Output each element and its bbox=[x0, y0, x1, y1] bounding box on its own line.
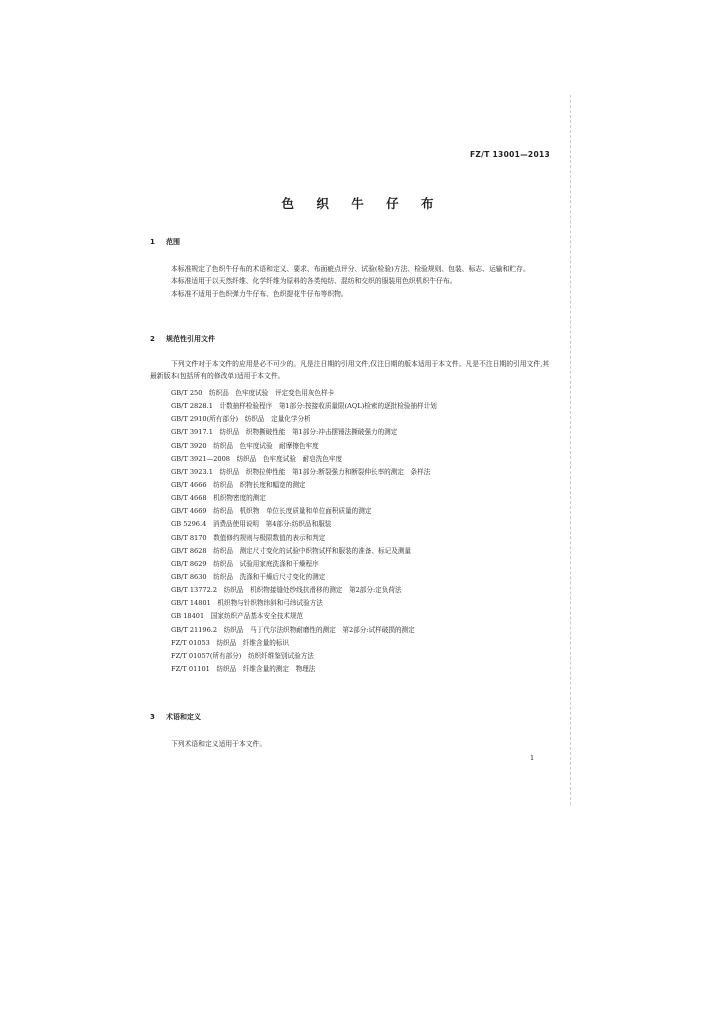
reference-item: GB/T 4669 纺织品 机织物 单位长度质量和单位面积质量的测定 bbox=[171, 507, 372, 516]
section-2-intro bbox=[150, 358, 550, 383]
document-title: 色 织 牛 仔 布 bbox=[281, 196, 443, 211]
section-1-body bbox=[150, 263, 550, 300]
reference-item: GB/T 250 纺织品 色牢度试验 评定变色用灰色样卡 bbox=[171, 389, 335, 397]
section-3-body bbox=[150, 738, 550, 750]
reference-item: GB/T 8170 数值修约规则与极限数值的表示和判定 bbox=[171, 533, 326, 542]
document-code: FZ/T 13001—2013 bbox=[470, 150, 550, 159]
reference-item: GB/T 4668 机织物密度的测定 bbox=[171, 494, 266, 503]
reference-item: FZ/T 01057(所有部分) 纺织纤维鉴别试验方法 bbox=[171, 651, 314, 660]
reference-item: GB/T 3920 纺织品 色牢度试验 耐摩擦色牢度 bbox=[171, 441, 319, 450]
section-number: 3 bbox=[150, 713, 155, 721]
reference-item: GB/T 2828.1 计数抽样检验程序 第1部分:按接收质量限(AQL)检索的逐批检验抽样计划 bbox=[171, 402, 437, 411]
reference-item: GB/T 8630 纺织品 洗涤和干燥后尺寸变化的测定 bbox=[171, 572, 326, 581]
section-title: 术语和定义 bbox=[166, 713, 201, 721]
paragraph: 本标准规定了色织牛仔布的术语和定义、要求、布面疵点评分、试验(检验)方法、检验规则、包装、标志、运输和贮存。 bbox=[171, 265, 530, 273]
reference-item: GB/T 14801 机织物与针织物纬斜和弓纬试验方法 bbox=[171, 599, 323, 608]
paragraph: 下列术语和定义适用于本文件。 bbox=[171, 740, 267, 748]
reference-item: FZ/T 01053 纺织品 纤维含量的标识 bbox=[171, 638, 289, 647]
section-number: 2 bbox=[150, 335, 155, 343]
reference-item: GB/T 13772.2 纺织品 机织物接缝处纱线抗滑移的测定 第2部分:定负荷法 bbox=[171, 586, 402, 595]
reference-item: FZ/T 01101 纺织品 纤维含量的测定 物理法 bbox=[171, 664, 316, 673]
section-2-heading bbox=[150, 334, 215, 344]
paragraph: 本标准适用于以天然纤维、化学纤维为原料的各类纯纺、混纺和交织的服装用色织机织牛仔布。 bbox=[171, 277, 457, 286]
reference-item: GB/T 8628 纺织品 测定尺寸变化的试验中织物试样和服装的准备、标记及测量 bbox=[171, 546, 412, 555]
reference-item: GB/T 3921—2008 纺织品 色牢度试验 耐皂洗色牢度 bbox=[171, 454, 343, 463]
page-number: 1 bbox=[530, 754, 535, 762]
paragraph: 下列文件对于本文件的应用是必不可少的。凡是注日期的引用文件,仅注日期的版本适用于本文件。凡是不注日期的引用文件,其最新版本(包括所有的修改单)适用于本文件。 bbox=[150, 360, 550, 381]
section-1-heading bbox=[150, 237, 180, 247]
reference-item: GB/T 3923.1 纺织品 织物拉伸性能 第1部分:断裂强力和断裂伸长率的测定 条样法 bbox=[171, 467, 431, 476]
reference-item: GB/T 21196.2 纺织品 马丁代尔法织物耐磨性的测定 第2部分:试样破损的测定 bbox=[171, 625, 415, 634]
reference-item: GB 5296.4 消费品使用说明 第4部分:纺织品和服装 bbox=[171, 520, 332, 529]
section-number: 1 bbox=[150, 238, 155, 246]
reference-item: GB/T 8629 纺织品 试验用家庭洗涤和干燥程序 bbox=[171, 559, 319, 568]
section-title: 规范性引用文件 bbox=[166, 335, 215, 343]
reference-item: GB 18401 国家纺织产品基本安全技术规范 bbox=[171, 612, 304, 621]
paragraph: 本标准不适用于色织弹力牛仔布、色织提花牛仔布等织物。 bbox=[171, 289, 348, 298]
reference-item: GB/T 2910(所有部分) 纺织品 定量化学分析 bbox=[171, 415, 311, 424]
section-title: 范围 bbox=[166, 238, 180, 246]
reference-item: GB/T 4666 纺织品 织物长度和幅宽的测定 bbox=[171, 480, 306, 489]
reference-list bbox=[150, 387, 550, 676]
reference-item: GB/T 3917.1 纺织品 织物撕破性能 第1部分:冲击摆锤法撕破强力的测定 bbox=[171, 428, 398, 437]
section-3-heading bbox=[150, 712, 201, 722]
